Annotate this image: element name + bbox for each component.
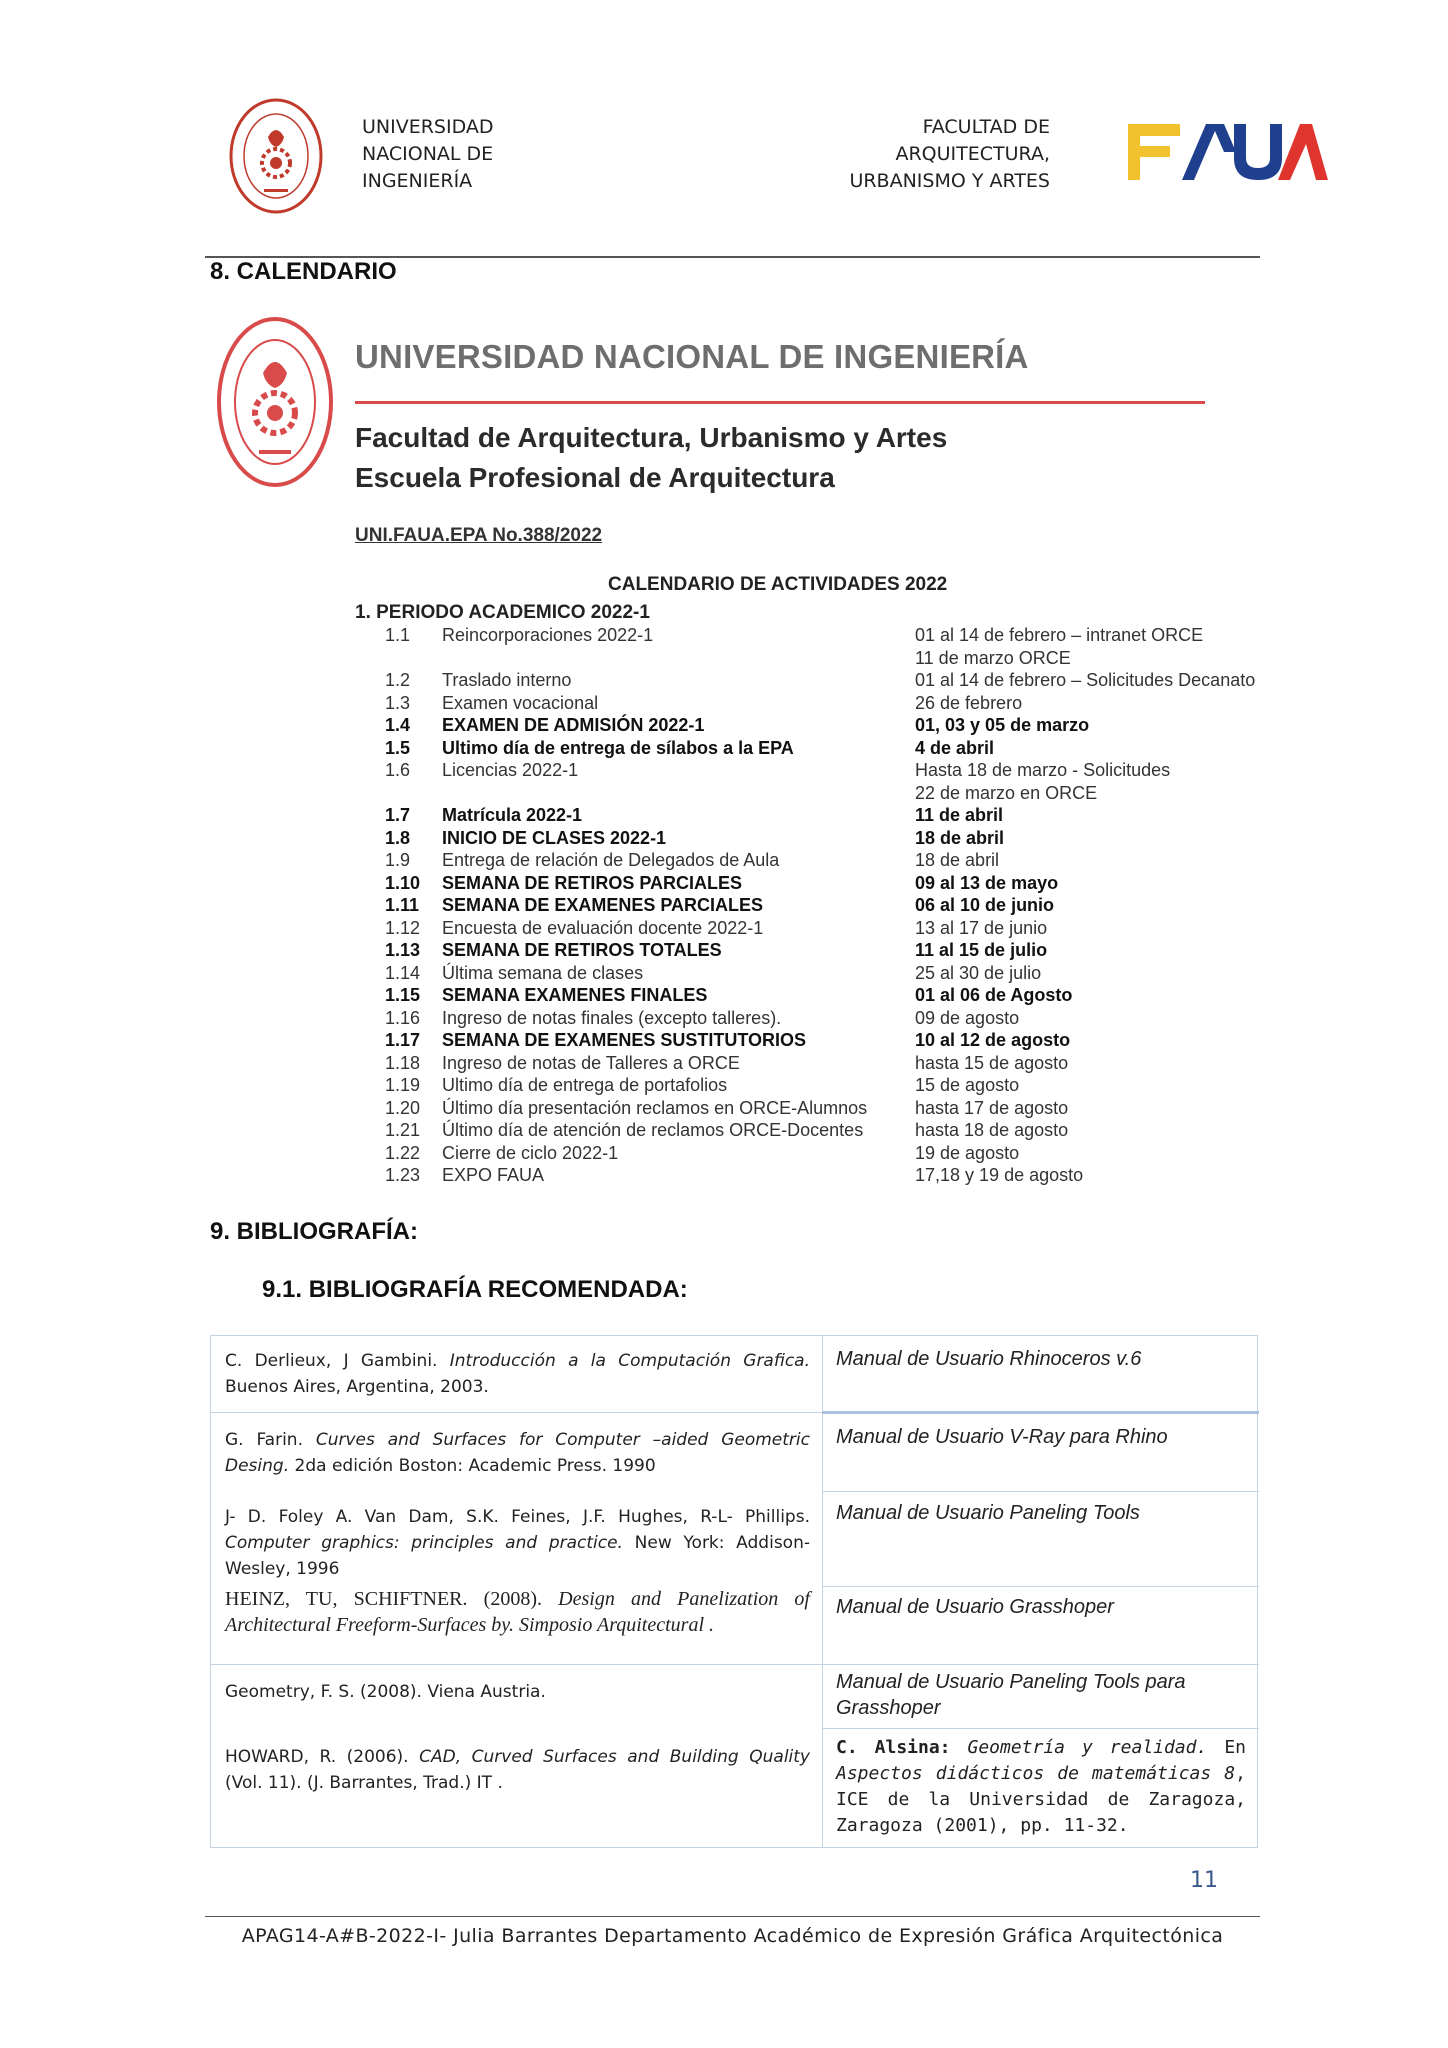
calendar-row bbox=[385, 1030, 1285, 1053]
calendar-row-activity: SEMANA DE RETIROS TOTALES bbox=[442, 940, 722, 960]
entry-title: CAD, Curved Surfaces and Building Quality bbox=[419, 1747, 810, 1767]
calendar-row bbox=[385, 1165, 1285, 1188]
calendar-university-title: UNIVERSIDAD NACIONAL DE INGENIERÍA bbox=[355, 338, 1029, 375]
manual-entry: Manual de Usuario Paneling Tools para Grasshoper bbox=[836, 1671, 1186, 1719]
calendar-row bbox=[385, 805, 1285, 828]
bibliography-entry bbox=[225, 1348, 810, 1400]
entry-title: Design and Panelization of Architectural Freeform-Surfaces by. Simposio Arquitectural . bbox=[225, 1588, 810, 1636]
section-9-heading: 9. BIBLIOGRAFÍA: bbox=[210, 1218, 418, 1245]
calendar-row-activity: Ingreso de notas de Talleres a ORCE bbox=[442, 1052, 740, 1073]
table-row-divider bbox=[822, 1411, 1259, 1414]
entry-details: New York: Addison-Wesley, 1996 bbox=[225, 1533, 810, 1579]
calendar-row-date: 18 de abril bbox=[915, 827, 1005, 848]
calendar-row-number: 1.7 bbox=[385, 805, 411, 825]
calendar-row-number: 1.22 bbox=[385, 1142, 421, 1163]
calendar-row bbox=[385, 783, 1285, 806]
footer-text: APAG14-A#B-2022-I- Julia Barrantes Departamento Académico de Expresión Gráfica Arquitectónica bbox=[241, 1925, 1224, 1947]
calendar-row-date: 10 al 12 de agosto bbox=[915, 1030, 1071, 1050]
calendar-row-date: 01, 03 y 05 de marzo bbox=[915, 715, 1090, 735]
faua-logo bbox=[1128, 124, 1328, 180]
calendar-row-number: 1.9 bbox=[385, 850, 411, 870]
calendar-row-date: hasta 15 de agosto bbox=[915, 1052, 1069, 1073]
entry-author: J- D. Foley A. Van Dam, S.K. Feines, J.F. Hughes, R-L- Phillips. bbox=[225, 1507, 810, 1527]
calendar-row bbox=[385, 918, 1285, 941]
calendar-row-activity: Matrícula 2022-1 bbox=[442, 805, 583, 825]
calendar-row-date: hasta 17 de agosto bbox=[915, 1097, 1069, 1118]
section-9-1-heading: 9.1. BIBLIOGRAFÍA RECOMENDADA: bbox=[262, 1276, 688, 1303]
header-university-name bbox=[362, 114, 494, 195]
calendar-row-date: 11 al 15 de julio bbox=[915, 940, 1048, 960]
calendar-row bbox=[385, 1143, 1285, 1166]
calendar-row-date: 09 al 13 de mayo bbox=[915, 872, 1059, 893]
entry-details: En bbox=[1207, 1737, 1246, 1758]
calendar-activity-list bbox=[385, 625, 1285, 1188]
calendar-row-activity: Traslado interno bbox=[442, 670, 572, 690]
calendar-row-number: 1.8 bbox=[385, 827, 411, 848]
calendar-row-number: 1.11 bbox=[385, 895, 420, 915]
university-seal-icon bbox=[228, 97, 324, 215]
calendar-row bbox=[385, 828, 1285, 851]
footer-divider bbox=[205, 1916, 1260, 1917]
table-row-divider bbox=[822, 1491, 1259, 1492]
entry-author: G. Farin. bbox=[225, 1430, 316, 1450]
calendar-row-activity: INICIO DE CLASES 2022-1 bbox=[442, 827, 667, 848]
calendar-row-activity: EXPO FAUA bbox=[442, 1165, 545, 1185]
entry-author: HEINZ, TU, SCHIFTNER. (2008). bbox=[225, 1588, 559, 1610]
header-faculty-line: ARQUITECTURA, bbox=[895, 143, 1050, 165]
calendar-row-date: 15 de agosto bbox=[915, 1075, 1020, 1095]
calendar-faculty-block bbox=[355, 418, 947, 498]
calendar-row-date: 01 al 14 de febrero – intranet ORCE bbox=[915, 625, 1204, 645]
calendar-row bbox=[385, 940, 1285, 963]
calendar-row-number: 1.2 bbox=[385, 670, 411, 690]
table-row-divider bbox=[211, 1664, 822, 1665]
calendar-heading: CALENDARIO DE ACTIVIDADES 2022 bbox=[608, 574, 948, 595]
header-faculty-line: FACULTAD DE bbox=[922, 116, 1050, 138]
calendar-row-date: 11 de marzo ORCE bbox=[915, 647, 1071, 668]
calendar-period: 1. PERIODO ACADEMICO 2022-1 bbox=[355, 602, 650, 623]
calendar-row-date: 25 al 30 de julio bbox=[915, 962, 1042, 983]
manual-entry: Manual de Usuario Grasshoper bbox=[836, 1596, 1114, 1618]
table-row-divider bbox=[822, 1728, 1259, 1729]
calendar-row-date: hasta 18 de agosto bbox=[915, 1120, 1069, 1140]
calendar-row-activity: Licencias 2022-1 bbox=[442, 760, 579, 780]
entry-title: Geometría y realidad. bbox=[950, 1737, 1208, 1758]
calendar-reference: UNI.FAUA.EPA No.388/2022 bbox=[355, 525, 603, 546]
section-8-heading: 8. CALENDARIO bbox=[210, 258, 397, 285]
calendar-row-number: 1.14 bbox=[385, 962, 421, 983]
calendar-row bbox=[385, 738, 1285, 761]
calendar-row-activity: Examen vocacional bbox=[442, 692, 599, 713]
calendar-row bbox=[385, 1120, 1285, 1143]
calendar-row bbox=[385, 1008, 1285, 1031]
header-university-line: INGENIERÍA bbox=[362, 170, 473, 192]
calendar-row bbox=[385, 873, 1285, 896]
calendar-row bbox=[385, 760, 1285, 783]
calendar-row-date: 13 al 17 de junio bbox=[915, 917, 1048, 938]
calendar-row-activity: EXAMEN DE ADMISIÓN 2022-1 bbox=[442, 715, 705, 735]
calendar-divider bbox=[355, 401, 1205, 404]
calendar-row bbox=[385, 1053, 1285, 1076]
calendar-row bbox=[385, 1075, 1285, 1098]
bibliography-entry: Geometry, F. S. (2008). Viena Austria. bbox=[225, 1682, 546, 1702]
calendar-row bbox=[385, 1098, 1285, 1121]
calendar-row-number: 1.6 bbox=[385, 760, 411, 780]
calendar-row-activity: SEMANA EXAMENES FINALES bbox=[442, 985, 708, 1005]
calendar-row-number: 1.1 bbox=[385, 625, 411, 645]
calendar-row-number: 1.5 bbox=[385, 737, 411, 758]
table-row-divider bbox=[822, 1664, 1259, 1665]
calendar-row-date: 06 al 10 de junio bbox=[915, 895, 1055, 915]
calendar-row-date: 09 de agosto bbox=[915, 1007, 1020, 1028]
calendar-row bbox=[385, 670, 1285, 693]
bibliography-entry bbox=[225, 1504, 810, 1582]
bibliography-entry bbox=[225, 1586, 810, 1638]
entry-title: Computer graphics: principles and practice. bbox=[225, 1533, 623, 1553]
calendar-row-number: 1.12 bbox=[385, 917, 421, 938]
bibliography-entry bbox=[836, 1735, 1246, 1839]
calendar-row-activity: Ultimo día de entrega de portafolios bbox=[442, 1075, 728, 1095]
calendar-row bbox=[385, 963, 1285, 986]
calendar-row bbox=[385, 648, 1285, 671]
calendar-row-number: 1.10 bbox=[385, 872, 421, 893]
bibliography-entry bbox=[225, 1427, 810, 1479]
header-university-line: UNIVERSIDAD bbox=[362, 116, 494, 138]
calendar-row-number: 1.21 bbox=[385, 1120, 421, 1140]
calendar-row-number: 1.4 bbox=[385, 715, 411, 735]
header-faculty-name bbox=[820, 114, 1050, 195]
calendar-row bbox=[385, 850, 1285, 873]
calendar-row-number: 1.15 bbox=[385, 985, 421, 1005]
calendar-row-activity: SEMANA DE EXAMENES PARCIALES bbox=[442, 895, 764, 915]
calendar-row bbox=[385, 985, 1285, 1008]
calendar-row-date: 26 de febrero bbox=[915, 692, 1023, 713]
entry-title: Curves and Surfaces for Computer –aided Geometric Desing. bbox=[225, 1430, 810, 1476]
calendar-row bbox=[385, 895, 1285, 918]
calendar-row-number: 1.18 bbox=[385, 1052, 421, 1073]
calendar-row bbox=[385, 625, 1285, 648]
page-number: 11 bbox=[1190, 1868, 1218, 1893]
entry-author: HOWARD, R. (2006). bbox=[225, 1747, 420, 1767]
calendar-row-activity: Ingreso de notas finales (excepto talleres). bbox=[442, 1007, 782, 1028]
calendar-school: Escuela Profesional de Arquitectura bbox=[355, 462, 835, 493]
calendar-row-number: 1.20 bbox=[385, 1097, 421, 1118]
calendar-row-activity: Último día de atención de reclamos ORCE-Docentes bbox=[442, 1120, 864, 1140]
manual-entry: Manual de Usuario Rhinoceros v.6 bbox=[836, 1348, 1142, 1370]
calendar-seal-icon bbox=[215, 315, 335, 490]
entry-details: , ICE de la Universidad de Zaragoza, Zaragoza (2001), pp. 11-32. bbox=[836, 1763, 1246, 1836]
entry-author: C. Derlieux, J Gambini. bbox=[225, 1351, 450, 1371]
calendar-row-activity: Encuesta de evaluación docente 2022-1 bbox=[442, 917, 764, 938]
entry-details: (Vol. 11). (J. Barrantes, Trad.) IT . bbox=[225, 1773, 503, 1793]
calendar-row-activity: Reincorporaciones 2022-1 bbox=[442, 625, 654, 645]
calendar-row bbox=[385, 693, 1285, 716]
calendar-row-activity: SEMANA DE EXAMENES SUSTITUTORIOS bbox=[442, 1030, 807, 1050]
calendar-row-date: 18 de abril bbox=[915, 850, 1000, 870]
calendar-row-activity: Último día presentación reclamos en ORCE-Alumnos bbox=[442, 1097, 868, 1118]
table-row-divider bbox=[211, 1412, 822, 1413]
calendar-row-date: 4 de abril bbox=[915, 737, 995, 758]
calendar-faculty: Facultad de Arquitectura, Urbanismo y Artes bbox=[355, 422, 948, 453]
entry-source: Aspectos didácticos de matemáticas 8 bbox=[836, 1763, 1236, 1784]
manual-entry: Manual de Usuario Paneling Tools bbox=[836, 1502, 1140, 1524]
calendar-row-number: 1.3 bbox=[385, 692, 411, 713]
manual-entry: Manual de Usuario V-Ray para Rhino bbox=[836, 1426, 1168, 1448]
calendar-row-date: 01 al 14 de febrero – Solicitudes Decanato bbox=[915, 670, 1256, 690]
calendar-row-number: 1.17 bbox=[385, 1030, 421, 1050]
calendar-row bbox=[385, 715, 1285, 738]
entry-details: 2da edición Boston: Academic Press. 1990 bbox=[289, 1456, 656, 1476]
calendar-row-number: 1.19 bbox=[385, 1075, 421, 1095]
table-row-divider bbox=[822, 1586, 1259, 1587]
calendar-row-activity: Ultimo día de entrega de sílabos a la EPA bbox=[442, 737, 794, 758]
bibliography-entry bbox=[225, 1744, 810, 1796]
bibliography-table bbox=[210, 1335, 1258, 1848]
entry-title: Introducción a la Computación Grafica. bbox=[449, 1351, 810, 1371]
calendar-row-activity: Última semana de clases bbox=[442, 962, 644, 983]
calendar-row-number: 1.16 bbox=[385, 1007, 421, 1028]
calendar-row-date: 11 de abril bbox=[915, 805, 1004, 825]
calendar-row-activity: Cierre de ciclo 2022-1 bbox=[442, 1142, 619, 1163]
calendar-row-date: Hasta 18 de marzo - Solicitudes bbox=[915, 760, 1171, 780]
entry-author: C. Alsina: bbox=[836, 1737, 951, 1758]
calendar-row-number: 1.23 bbox=[385, 1165, 421, 1185]
calendar-row-number: 1.13 bbox=[385, 940, 421, 960]
calendar-row-date: 22 de marzo en ORCE bbox=[915, 782, 1098, 803]
calendar-row-date: 19 de agosto bbox=[915, 1142, 1020, 1163]
calendar-row-activity: Entrega de relación de Delegados de Aula bbox=[442, 850, 780, 870]
calendar-row-date: 17,18 y 19 de agosto bbox=[915, 1165, 1084, 1185]
calendar-row-date: 01 al 06 de Agosto bbox=[915, 985, 1073, 1005]
entry-details: Buenos Aires, Argentina, 2003. bbox=[225, 1377, 489, 1397]
calendar-row-activity: SEMANA DE RETIROS PARCIALES bbox=[442, 872, 743, 893]
header-university-line: NACIONAL DE bbox=[362, 143, 494, 165]
header-faculty-line: URBANISMO Y ARTES bbox=[849, 170, 1050, 192]
